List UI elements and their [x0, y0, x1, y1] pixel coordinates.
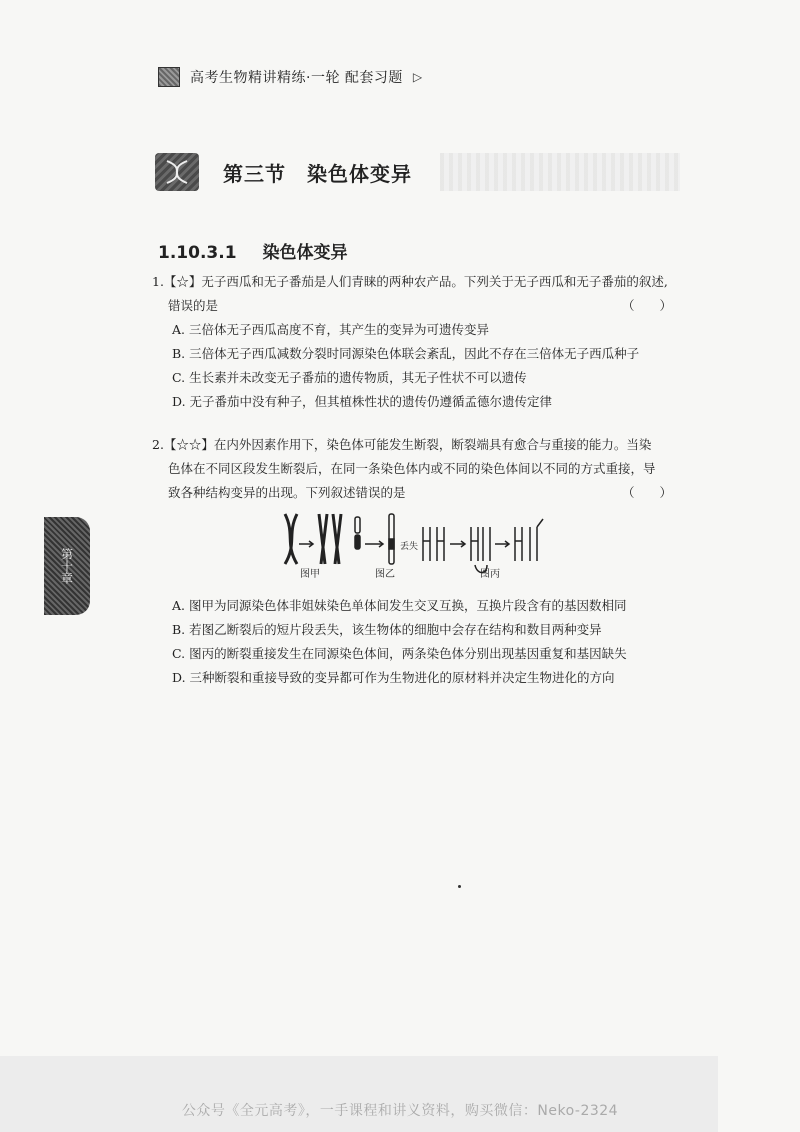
subsection-title: 染色体变异 [262, 243, 348, 263]
question-2-line-3-text: 致各种结构变异的出现。下列叙述错误的是 [168, 485, 406, 500]
option-a: A. 三倍体无子西瓜高度不育，其产生的变异为可遗传变异 [172, 322, 489, 337]
option-d: D. 无子番茄中没有种子，但其植株性状的遗传仍遵循孟德尔遗传定律 [172, 394, 553, 409]
option-d: D. 三种断裂和重接导致的变异都可作为生物进化的原材料并决定生物进化的方向 [172, 670, 615, 685]
figure-label-jia: 图甲 [300, 569, 320, 579]
chapter-tab-label: 第十章 [59, 548, 74, 584]
question-2-line-2: 色体在不同区段发生断裂后，在同一条染色体内或不同的染色体间以不同的方式重接，导 [168, 461, 656, 476]
scan-smudge [440, 153, 680, 191]
figure-label-bing: 图丙 [480, 569, 500, 579]
option-c: C. 生长素并未改变无子番茄的遗传物质，其无子性状不可以遗传 [172, 370, 527, 385]
option-c: C. 图丙的断裂重接发生在同源染色体间，两条染色体分别出现基因重复和基因缺失 [172, 646, 627, 661]
section-title: 第三节 染色体变异 [223, 161, 412, 186]
subsection-number: 1.10.3.1 [158, 243, 237, 263]
question-1-line-2-text: 错误的是 [168, 298, 219, 313]
answer-blank: （ ） [621, 298, 672, 313]
question-2-options [152, 594, 672, 690]
lost-label: 丢失 [400, 542, 419, 552]
question-1 [152, 270, 672, 414]
question-2-line-1: 2.【☆☆】在内外因素作用下，染色体可能发生断裂，断裂端具有愈合与重接的能力。当染 [152, 437, 652, 452]
option-a: A. 图甲为同源染色体非姐妹染色单体间发生交叉互换，互换片段含有的基因数相同 [172, 598, 627, 613]
footer-band [0, 1056, 718, 1132]
chromosome-figure [275, 509, 555, 579]
question-2 [152, 433, 672, 505]
header-title: 高考生物精讲精练·一轮 配套习题 [190, 70, 403, 86]
page-header [158, 66, 422, 88]
scan-speck [458, 885, 461, 888]
question-1-line-2 [152, 294, 672, 318]
option-b: B. 若图乙断裂后的短片段丢失，该生物体的细胞中会存在结构和数目两种变异 [172, 622, 602, 637]
figure-label-yi: 图乙 [375, 569, 395, 579]
answer-blank: （ ） [621, 485, 672, 500]
book-logo-icon [158, 67, 180, 87]
play-arrow-icon: ▷ [412, 70, 423, 84]
subsection-heading [158, 238, 347, 263]
chapter-tab [44, 517, 90, 615]
dna-helix-icon [155, 153, 199, 191]
option-b: B. 三倍体无子西瓜减数分裂时同源染色体联会紊乱，因此不存在三倍体无子西瓜种子 [172, 346, 640, 361]
footer-watermark: 公众号《全元高考》，一手课程和讲义资料，购买微信：Neko-2324 [181, 1103, 619, 1119]
section-heading [155, 153, 412, 191]
question-2-line-3 [152, 481, 672, 505]
question-1-line-1: 1.【☆】无子西瓜和无子番茄是人们青睐的两种农产品。下列关于无子西瓜和无子番茄的叙述, [152, 274, 668, 289]
